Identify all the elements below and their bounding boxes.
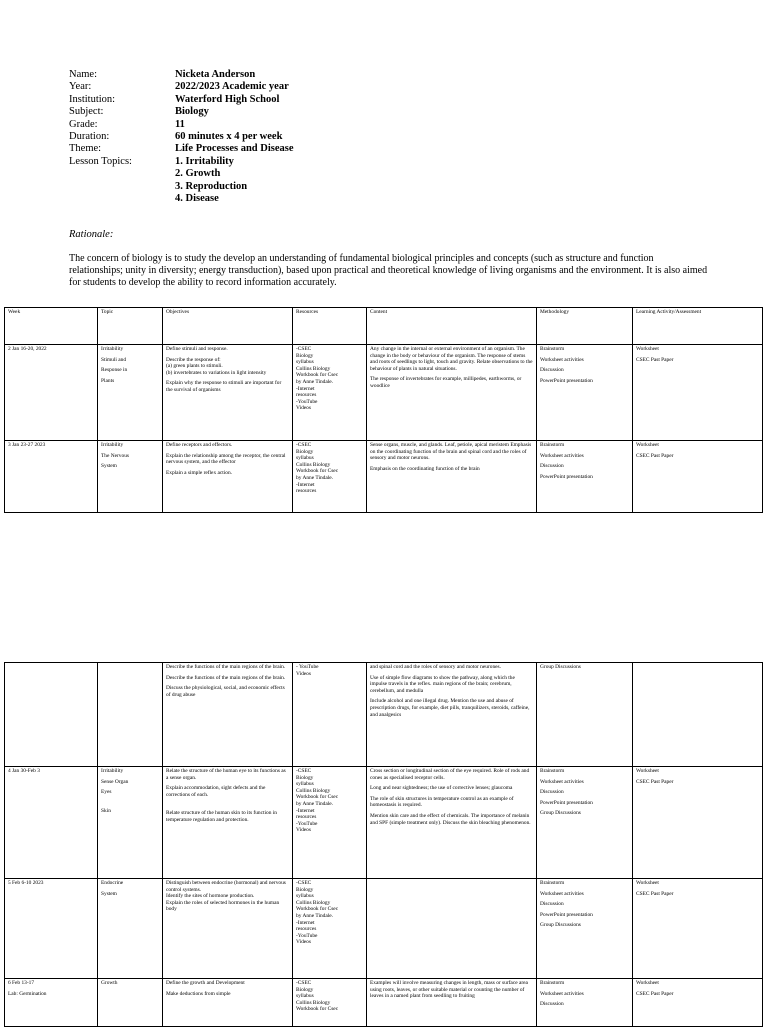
cell-text: The role of skin structures in temperature control as an example of homeostasis is required. [370, 795, 514, 809]
info-label: Duration: [69, 131, 110, 143]
cell-text: Describe the functions of the main regions of the brain. [166, 674, 286, 681]
scheme-table-page-1 [4, 307, 763, 513]
cell-text: Explain why the response to stimuli are important for the survival of organisms [166, 380, 282, 393]
cell-text: Worksheet [636, 442, 659, 448]
cell-text: Discussion [540, 463, 564, 470]
cell-text [166, 802, 289, 806]
cell-text: Distinguish between endocrine (hormonal) and nervous control systems. Identify the sites of hormone production. Explain the roles of selected hormones in the human body [166, 880, 286, 913]
cell-methodology [537, 979, 633, 1027]
cell-text: The response of invertebrates for example, millipedes, earthworms, or woodlice [370, 376, 522, 389]
cell-topic [98, 441, 163, 513]
cell-resources [293, 663, 367, 767]
cell-text: System [101, 463, 117, 470]
cell-text: Eyes [101, 789, 112, 796]
cell-assessment [633, 767, 763, 879]
cell-text: Describe the functions of the main regions of the brain. [166, 664, 286, 670]
cell-text: Relate structure of the human skin to its function in temperature regulation and protection. [166, 810, 277, 823]
info-label: Grade: [69, 118, 98, 130]
info-value: 11 [175, 118, 185, 130]
cell-text: Examples will involve measuring changes in length, mass or surface area using roots, leaves, or other suitable material or counting the number of leaves in a named plant from seedling to fruiting [370, 980, 528, 1000]
cell-assessment [633, 979, 763, 1027]
cell-text: -CSEC Biology syllabus Collins Biology Workbook for Csec by Anne Tindale. -Internet resources -YouTube Videos [296, 346, 339, 412]
cell-topic [98, 979, 163, 1027]
cell-resources [293, 767, 367, 879]
cell-text: Worksheet activities [540, 890, 584, 897]
info-value: Biology [175, 106, 209, 118]
info-label: Subject: [69, 106, 104, 118]
cell-text: Irritability [101, 442, 124, 448]
table-header-row [5, 308, 763, 345]
cell-week [5, 441, 98, 513]
info-label: Lesson Topics: [69, 155, 132, 167]
cell-methodology [537, 441, 633, 513]
cell-text: - YouTube Videos [296, 664, 319, 677]
info-row [69, 94, 294, 106]
header-methodology: Methodology [537, 308, 633, 345]
cell-text: Worksheet [636, 980, 659, 986]
header-assessment: Learning Activity/Assessment [633, 308, 763, 345]
cell-text: CSEC Past Paper [636, 356, 674, 363]
cell-text: 6 Feb 13-17 [8, 980, 35, 986]
cell-text: Brainstorm [540, 980, 565, 986]
cell-methodology [537, 663, 633, 767]
cell-objectives [163, 345, 293, 441]
info-value: 1. Irritability [175, 155, 234, 167]
info-label [69, 168, 175, 180]
cell-assessment [633, 663, 763, 767]
header-resources: Resources [293, 308, 367, 345]
cell-methodology [537, 879, 633, 979]
info-row [69, 181, 294, 193]
info-row [69, 143, 294, 155]
info-value: Life Processes and Disease [175, 143, 294, 155]
cell-text: Worksheet [636, 880, 659, 886]
info-label: Year: [69, 81, 92, 93]
cell-text: PowerPoint presentation [540, 911, 593, 918]
scheme-table-page-2 [4, 662, 763, 1027]
cell-text: Define the growth and Development [166, 980, 245, 986]
cell-assessment [633, 441, 763, 513]
info-row [69, 106, 294, 118]
cell-text: Brainstorm [540, 346, 565, 352]
cell-text: 4 Jan 30-Feb 3 [8, 768, 40, 774]
cell-text: -CSEC Biology syllabus Collins Biology Workbook for Csec by Anne Tindale. -Internet resources [296, 442, 339, 495]
cell-text: Explain the relationship among the receptor, the central nervous system, and the effector [166, 452, 286, 466]
info-value: 3. Reproduction [175, 180, 248, 192]
cell-text: -CSEC Biology syllabus Collins Biology Workbook for Csec [296, 980, 339, 1013]
cell-content [367, 767, 537, 879]
cell-objectives [163, 979, 293, 1027]
cell-text: 3 Jan 23-27 2023 [8, 442, 46, 448]
cell-content [367, 345, 537, 441]
info-row [69, 193, 294, 205]
cell-text: Include alcohol and one illegal drug. Mention the use and abuse of prescription drugs, for example, diet pills, tranquilizers, steroids, caffeine, and analgesics [370, 698, 530, 718]
info-label: Institution: [69, 93, 116, 105]
cell-text: Endocrine [101, 880, 124, 886]
cell-text: Brainstorm [540, 880, 565, 886]
cell-text: 5 Feb 6-10 2023 [8, 880, 44, 886]
table-row [5, 879, 763, 979]
cell-text: Sense organs, muscle, and glands. Leaf, petiole, apical meristem Emphasis on the coordinating function of the brain and spinal cord and the roles of sensory and motor neurons. [370, 442, 532, 462]
cell-text: Irritability [101, 346, 124, 352]
cell-text: CSEC Past Paper [636, 990, 674, 997]
cell-text: Cross section or longitudinal section of the eye required. Role of rods and cones as specialised receptor cells. [370, 768, 530, 781]
cell-text: Discuss the physiological, social, and economic effects of drug abuse [166, 685, 285, 698]
cell-content [367, 879, 537, 979]
header-week: Week [5, 308, 98, 345]
cell-text: Make deductions from simple [166, 990, 231, 997]
cell-resources [293, 441, 367, 513]
cell-text: Growth [101, 980, 118, 986]
header-topic: Topic [98, 308, 163, 345]
info-value: 4. Disease [175, 193, 219, 205]
cell-text: Worksheet [636, 768, 659, 774]
lesson-info [69, 69, 294, 205]
info-row [69, 168, 294, 180]
cell-text: Group Discussions [540, 810, 581, 817]
cell-topic [98, 767, 163, 879]
table-row [5, 441, 763, 513]
cell-text: Worksheet activities [540, 778, 584, 785]
cell-text: PowerPoint presentation [540, 377, 593, 384]
cell-topic [98, 663, 163, 767]
cell-text: Stimuli and [101, 356, 127, 363]
cell-text: Brainstorm [540, 442, 565, 448]
cell-text: Describe the response of: (a) green plants to stimuli. (b) invertebrates to variations in light intensity [166, 356, 267, 376]
cell-objectives [163, 767, 293, 879]
cell-text [101, 664, 159, 668]
cell-text: and spinal cord and the roles of sensory and motor neurones. [370, 664, 501, 670]
cell-text: Plants [101, 377, 115, 384]
cell-assessment [633, 345, 763, 441]
cell-text: Discussion [540, 1001, 564, 1008]
cell-text: CSEC Past Paper [636, 778, 674, 785]
cell-text: CSEC Past Paper [636, 452, 674, 459]
cell-text [636, 664, 759, 668]
cell-content [367, 979, 537, 1027]
cell-text: -CSEC Biology syllabus Collins Biology Workbook for Csec by Anne Tindale. -Internet resources -YouTube Videos [296, 768, 339, 834]
header-content: Content [367, 308, 537, 345]
cell-text [101, 800, 159, 804]
cell-week [5, 879, 98, 979]
cell-week [5, 663, 98, 767]
cell-text: System [101, 890, 117, 897]
cell-text: Define receptors and effectors. [166, 442, 233, 448]
table-row [5, 767, 763, 879]
cell-text: Relate the structure of the human eye to its functions as a sense organ. [166, 768, 286, 781]
cell-topic [98, 345, 163, 441]
cell-text: Worksheet activities [540, 990, 584, 997]
cell-text: Define stimuli and response. [166, 346, 228, 352]
info-label [69, 181, 175, 193]
cell-objectives [163, 441, 293, 513]
cell-text: -CSEC Biology syllabus Collins Biology Workbook for Csec by Anne Tindale. -Internet resources -YouTube Videos [296, 880, 339, 946]
cell-text: The Nervous [101, 452, 129, 459]
cell-objectives [163, 663, 293, 767]
cell-text: Worksheet activities [540, 356, 584, 363]
cell-text: Group Discussions [540, 664, 581, 670]
info-label [69, 193, 175, 205]
info-value: 60 minutes x 4 per week [175, 131, 283, 143]
info-row [69, 131, 294, 143]
cell-resources [293, 979, 367, 1027]
cell-content [367, 441, 537, 513]
rationale-text: The concern of biology is to study the develop an understanding of fundamental biological principles and concepts (such as structure and function relationships; unity in diversity; energy transduction), based upon practical and theoretical knowledge of living organisms and the environment. It is also aimed for students to develop the ability to record information accurately. [69, 253, 708, 289]
table-row [5, 663, 763, 767]
info-value: 2022/2023 Academic year [175, 81, 289, 93]
cell-text: Discussion [540, 367, 564, 374]
cell-text: Sense Organ [101, 778, 129, 785]
info-value: Nicketa Anderson [175, 69, 256, 80]
cell-week [5, 345, 98, 441]
cell-text: Any change in the internal or external environment of an organism. The change in the body or behaviour of the organism. The response of stems and roots of seedlings to light, touch and gravity. Relate observations to the behaviour of plants in natural situations. [370, 346, 533, 372]
info-label: Theme: [69, 143, 102, 155]
info-value: 2. Growth [175, 168, 221, 180]
cell-text: Use of simple flow diagrams to show the pathway, along which the impulse travels in the reflex. main regions of the brain; cerebrum, cerebellum, and medulla [370, 674, 515, 694]
cell-text: Mention skin care and the effect of chemicals. The importance of melanin and SPF (simple treatment only). Discuss the skin bleaching phenomenon. [370, 812, 531, 826]
cell-text: Emphasis on the coordinating function of the brain [370, 465, 480, 472]
cell-text: Worksheet activities [540, 452, 584, 459]
cell-text: Skin [101, 807, 111, 814]
table-row [5, 979, 763, 1027]
cell-assessment [633, 879, 763, 979]
cell-text: Explain a simple reflex action. [166, 469, 233, 476]
cell-objectives [163, 879, 293, 979]
cell-text: Group Discussions [540, 922, 581, 929]
cell-text: PowerPoint presentation [540, 473, 593, 480]
table-row [5, 345, 763, 441]
cell-text: Brainstorm [540, 768, 565, 774]
cell-text [8, 664, 94, 668]
cell-text [370, 880, 533, 884]
cell-text: CSEC Past Paper [636, 890, 674, 897]
rationale-heading: Rationale: [69, 229, 114, 240]
cell-text: Discussion [540, 789, 564, 796]
cell-topic [98, 879, 163, 979]
cell-resources [293, 345, 367, 441]
cell-text: Response in [101, 367, 128, 374]
cell-text: Explain accommodation, sight defects and the corrections of each. [166, 785, 266, 798]
cell-text: Discussion [540, 901, 564, 908]
cell-text: Long and near sightedness; the use of corrective lenses; glaucoma [370, 785, 513, 792]
cell-text: 2 Jan 16-20, 2022 [8, 346, 47, 352]
info-row [69, 119, 294, 131]
cell-content [367, 663, 537, 767]
header-objectives: Objectives [163, 308, 293, 345]
cell-text: PowerPoint presentation [540, 799, 593, 806]
cell-text: Irritability [101, 768, 124, 774]
cell-text: Worksheet [636, 346, 659, 352]
cell-text: Lab: Germination [8, 990, 47, 997]
info-row [69, 81, 294, 93]
cell-methodology [537, 767, 633, 879]
info-label: Name: [69, 69, 97, 80]
info-row [69, 156, 294, 168]
cell-resources [293, 879, 367, 979]
info-value: Waterford High School [175, 93, 280, 105]
cell-week [5, 767, 98, 879]
cell-methodology [537, 345, 633, 441]
cell-week [5, 979, 98, 1027]
info-row [69, 69, 294, 81]
